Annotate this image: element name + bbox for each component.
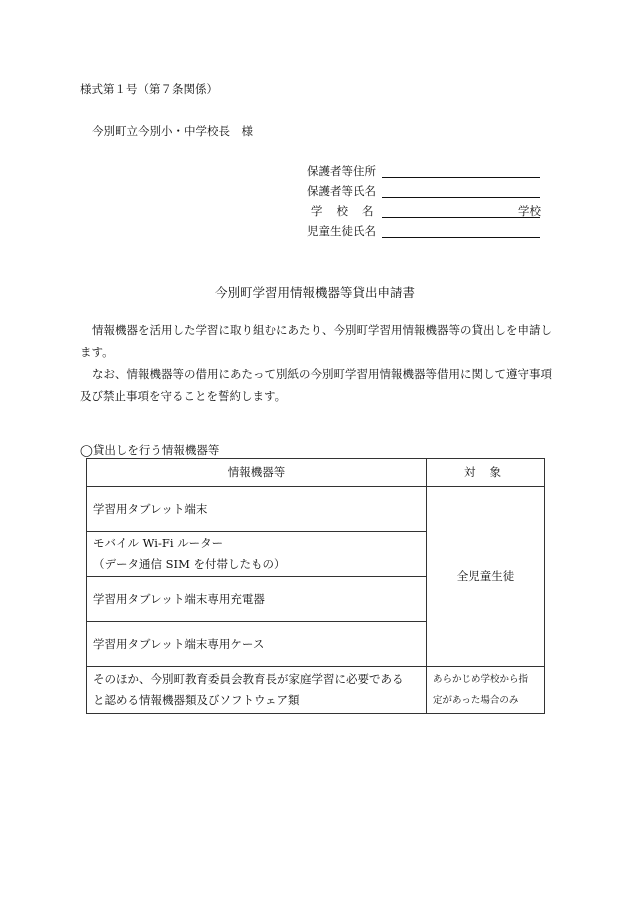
guardian-address-row — [307, 163, 543, 183]
application-statement — [80, 319, 560, 407]
other-target-line-1: あらかじめ学校から指 — [433, 674, 529, 685]
section-heading: ◯貸出しを行う情報機器等 — [80, 443, 220, 457]
applicant-block — [307, 163, 543, 243]
form-number: 様式第１号（第７条関係） — [80, 82, 218, 96]
header-device: 情報機器等 — [87, 459, 427, 487]
device-item-name: モバイル Wi-Fi ルーター — [93, 536, 224, 550]
other-item-line-1: そのほか、今別町教育委員会教育長が家庭学習に必要である — [93, 672, 404, 686]
device-item-name: 学習用タブレット端末専用充電器 — [93, 591, 265, 606]
device-item-note: （データ通信 SIM を付帯したもの） — [93, 557, 286, 571]
student-name-label: 児童生徒氏名 — [307, 224, 376, 238]
target-designated-only — [427, 667, 545, 714]
statement-paragraph-2: なお、情報機器等の借用にあたって別紙の今別町学習用情報機器等借用に関して遵守事項及び禁止事項を守ることを誓約します。 — [80, 367, 552, 403]
device-item-name: 学習用タブレット端末専用ケース — [93, 636, 265, 651]
device-item-other — [87, 667, 427, 714]
device-item — [87, 532, 427, 577]
target-all-students: 全児童生徒 — [427, 487, 545, 667]
statement-paragraph-1: 情報機器を活用した学習に取り組むにあたり、今別町学習用情報機器等の貸出しを申請します。 — [80, 323, 552, 359]
school-name-label: 学校名 — [311, 204, 388, 218]
addressee: 今別町立今別小・中学校長 様 — [92, 124, 253, 138]
device-item — [87, 577, 427, 622]
device-item — [87, 487, 427, 532]
table-header-row — [87, 459, 545, 487]
document-title: 今別町学習用情報機器等貸出申請書 — [214, 285, 415, 300]
other-target-line-2: 定があった場合のみ — [433, 695, 519, 706]
student-name-field[interactable] — [382, 237, 540, 238]
device-item — [87, 622, 427, 667]
device-item-name: 学習用タブレット端末 — [93, 501, 208, 516]
school-suffix: 学校 — [518, 204, 541, 218]
header-target: 対象 — [427, 459, 545, 487]
school-name-row — [307, 203, 543, 223]
school-name-field[interactable] — [382, 217, 540, 218]
guardian-name-label: 保護者等氏名 — [307, 184, 376, 198]
other-item-line-2: と認める情報機器類及びソフトウェア類 — [93, 693, 300, 707]
table-row — [87, 667, 545, 714]
guardian-address-field[interactable] — [382, 177, 540, 178]
guardian-address-label: 保護者等住所 — [307, 164, 376, 178]
student-name-row — [307, 223, 543, 243]
device-table — [86, 458, 545, 714]
guardian-name-row — [307, 183, 543, 203]
table-row — [87, 487, 545, 532]
guardian-name-field[interactable] — [382, 197, 540, 198]
